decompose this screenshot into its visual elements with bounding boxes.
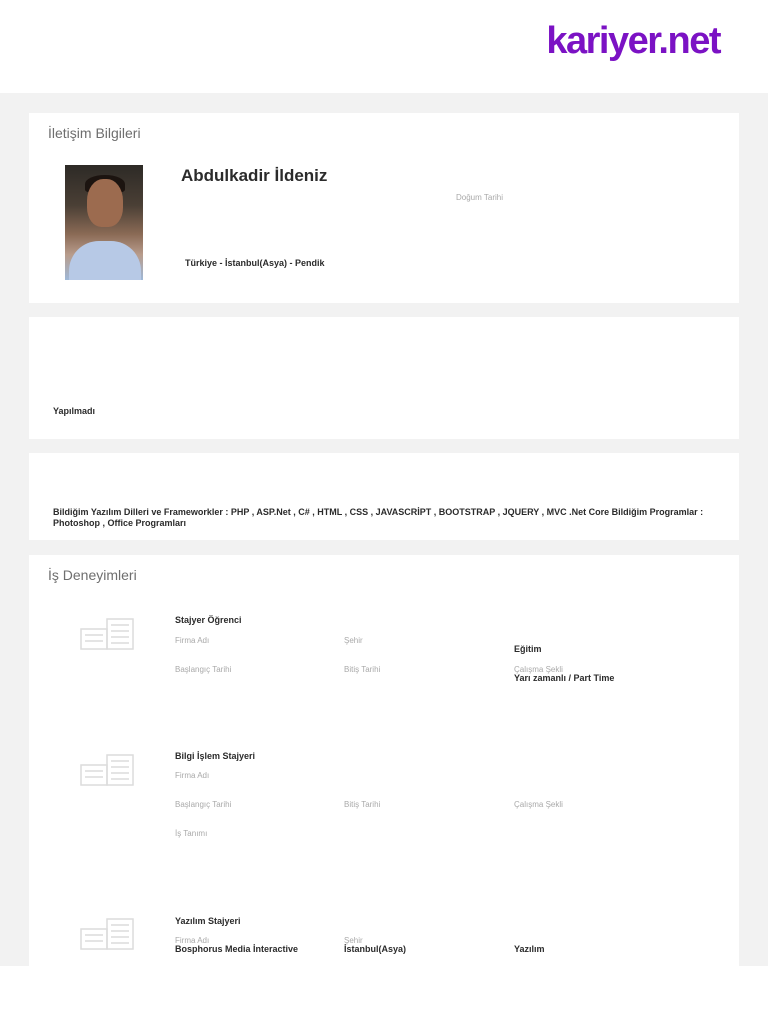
experience-section-title: İş Deneyimleri: [48, 567, 137, 583]
city-label: Şehir: [344, 636, 363, 645]
birth-date-label: Doğum Tarihi: [456, 193, 503, 202]
end-date-label: Bitiş Tarihi: [344, 665, 381, 674]
location-text: Türkiye - İstanbul(Asya) - Pendik: [185, 258, 325, 268]
building-icon: [77, 751, 137, 787]
start-date-label: Başlangıç Tarihi: [175, 800, 232, 809]
kariyer-logo[interactable]: kariyer.net: [546, 20, 720, 62]
profile-photo: [65, 165, 143, 280]
contact-card: [29, 113, 739, 303]
job-title: Bilgi İşlem Stajyeri: [175, 751, 256, 761]
end-date-label: Bitiş Tarihi: [344, 800, 381, 809]
company-label: Firma Adı: [175, 636, 210, 645]
sector-value: Eğitim: [514, 644, 542, 654]
company-name: Bosphorus Media İnteractive: [175, 944, 299, 954]
skills-card: [29, 453, 739, 540]
building-icon: [77, 615, 137, 651]
start-date-label: Başlangıç Tarihi: [175, 665, 232, 674]
work-type-value: Yarı zamanlı / Part Time: [514, 673, 615, 683]
work-type-label: Çalışma Şekli: [514, 665, 563, 674]
city-value: İstanbul(Asya): [344, 944, 407, 954]
military-card: [29, 317, 739, 439]
experience-card: [29, 555, 739, 966]
job-title: Stajyer Öğrenci: [175, 615, 242, 625]
sector-value: Yazılım: [514, 944, 545, 954]
job-title: Yazılım Stajyeri: [175, 916, 241, 926]
page-header: [0, 0, 768, 93]
company-label: Firma Adı: [175, 771, 210, 780]
work-type-label: Çalışma Şekli: [514, 800, 563, 809]
job-description-label: İş Tanımı: [175, 829, 208, 838]
contact-section-title: İletişim Bilgileri: [48, 125, 141, 141]
military-status: Yapılmadı: [53, 406, 96, 416]
candidate-name: Abdulkadir İldeniz: [181, 166, 328, 185]
company-label: Firma Adı: [175, 936, 210, 945]
skills-text: Bildiğim Yazılım Dilleri ve Frameworkler : PHP , ASP.Net , C# , HTML , CSS , JAVASCRİPT , BOOTSTRAP , JQUERY , MVC .Net Core Bildiğim Programlar : Photoshop , Office Programları: [53, 507, 704, 528]
city-label: Şehir: [344, 936, 363, 945]
building-icon: [77, 915, 137, 951]
